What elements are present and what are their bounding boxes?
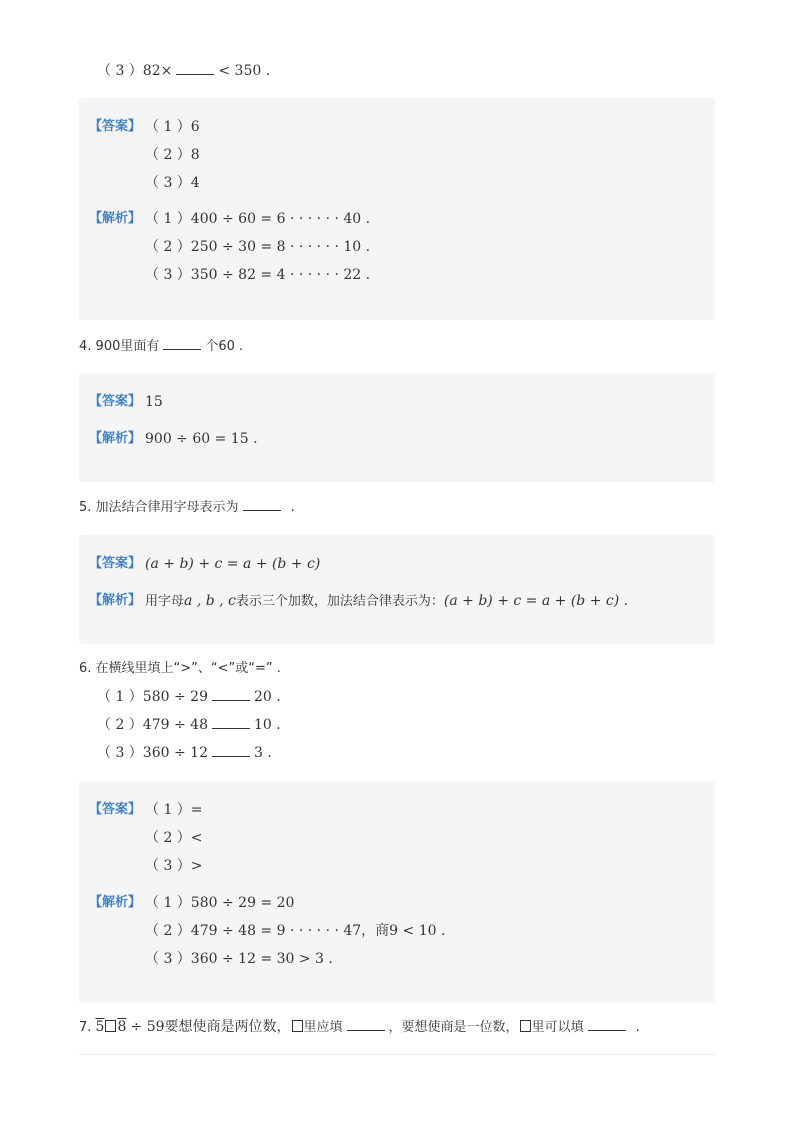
q6-part3-suffix: 3 .	[253, 745, 272, 761]
q7-text-fill2: 里可以填	[531, 1020, 584, 1035]
q5-analysis-vars: a , b , c	[184, 593, 236, 609]
q4-text-after: 个60 .	[205, 339, 244, 354]
q5-question	[79, 498, 295, 517]
q4-answer: 15	[145, 394, 163, 410]
q3-part3-prefix: （ 3 ）82×	[97, 63, 173, 79]
q7-text-mid: ，要想使商是一位数，	[388, 1020, 519, 1035]
q6-part2-blank	[212, 716, 250, 729]
q4-analysis: 900 ÷ 60 = 15 .	[145, 431, 258, 447]
q3-part3	[97, 62, 270, 80]
q6-part2	[97, 716, 281, 734]
q7-text-fill1: 里应填	[303, 1020, 343, 1035]
q5-answer-tag: 【答案】	[89, 556, 142, 571]
q4-blank	[163, 337, 201, 350]
q6-text: 在横线里填上“>”、“<”或“=” .	[95, 661, 281, 676]
q4-analysis-tag: 【解析】	[89, 431, 142, 446]
q3-answer-2: （ 2 ）8	[145, 147, 200, 163]
q6-part1-blank	[212, 688, 250, 701]
q6-part1-suffix: 20 .	[253, 689, 281, 705]
q6-question	[79, 660, 281, 678]
q7-text-div: ÷ 59要想使商是两位数，	[130, 1019, 291, 1035]
q6-part1-prefix: （ 1 ）580 ÷ 29	[97, 689, 208, 705]
q6-part3-blank	[212, 744, 250, 757]
q5-text-after: .	[290, 500, 295, 515]
q6-part2-prefix: （ 2 ）479 ÷ 48	[97, 717, 208, 733]
q3-answer-tag: 【答案】	[89, 119, 142, 134]
q7-blank-1	[347, 1018, 385, 1031]
q5-blank	[243, 498, 281, 511]
q6-answer-3: （ 3 ）>	[145, 858, 203, 874]
q6-answer-2: （ 2 ）<	[145, 830, 203, 846]
q6-part1	[97, 688, 281, 706]
q3-answer-1: （ 1 ）6	[145, 119, 200, 135]
q3-analysis-3: （ 3 ）350 ÷ 82 = 4 · · · · · · 22 .	[145, 267, 371, 283]
q5-answer: (a + b) + c = a + (b + c)	[145, 556, 321, 572]
q6-part2-suffix: 10 .	[253, 717, 281, 733]
q4-solution-box	[79, 373, 715, 482]
q7-number-with-box	[96, 1019, 127, 1035]
q5-analysis	[145, 592, 628, 611]
q3-analysis-2: （ 2 ）250 ÷ 30 = 8 · · · · · · 10 .	[145, 239, 371, 255]
q6-analysis-1: （ 1 ）580 ÷ 29 = 20	[145, 895, 295, 911]
q6-solution-box	[79, 781, 715, 1003]
q3-analysis-tag: 【解析】	[89, 211, 142, 226]
q4-answer-tag: 【答案】	[89, 394, 142, 409]
bottom-divider	[79, 1054, 715, 1055]
q3-part3-blank	[176, 62, 214, 75]
q7-digit-a: 5	[95, 1019, 105, 1035]
q4-text-before: 900里面有	[95, 339, 160, 354]
q7-blank-2	[588, 1018, 626, 1031]
q3-solution-box	[79, 98, 715, 320]
q4-number: 4.	[79, 339, 92, 354]
q5-text-before: 加法结合律用字母表示为	[95, 500, 239, 515]
q7-text-end: .	[635, 1020, 640, 1035]
q6-analysis-tag: 【解析】	[89, 895, 142, 910]
q4-question	[79, 337, 243, 356]
q6-analysis-3: （ 3 ）360 ÷ 12 = 30 > 3 .	[145, 951, 333, 967]
q7-digit-b: 8	[117, 1019, 127, 1035]
q5-analysis-tag: 【解析】	[89, 593, 142, 608]
q3-analysis-1: （ 1 ）400 ÷ 60 = 6 · · · · · · 40 .	[145, 211, 371, 227]
q6-part3	[97, 744, 272, 762]
q7-number: 7.	[79, 1020, 92, 1035]
q5-analysis-text2: 表示三个加数，加法结合律表示为：	[235, 594, 444, 609]
q3-answer-3: （ 3 ）4	[145, 175, 200, 191]
q6-number: 6.	[79, 661, 92, 676]
q6-part3-prefix: （ 3 ）360 ÷ 12	[97, 745, 208, 761]
q5-solution-box	[79, 535, 715, 644]
q7-box-icon-2	[520, 1020, 531, 1032]
q7-box-placeholder	[105, 1020, 116, 1032]
q5-number: 5.	[79, 500, 92, 515]
q6-answer-tag: 【答案】	[89, 802, 142, 817]
q7-box-icon-1	[292, 1020, 303, 1032]
q7-question	[79, 1018, 640, 1037]
q5-analysis-text: 用字母	[145, 594, 185, 609]
q6-answer-1: （ 1 ）=	[145, 802, 203, 818]
q6-analysis-2: （ 2 ）479 ÷ 48 = 9 · · · · · · 47，商9 < 10 .	[145, 923, 446, 939]
q3-part3-suffix: < 350 .	[218, 63, 271, 79]
q5-analysis-formula: (a + b) + c = a + (b + c) .	[443, 593, 629, 609]
